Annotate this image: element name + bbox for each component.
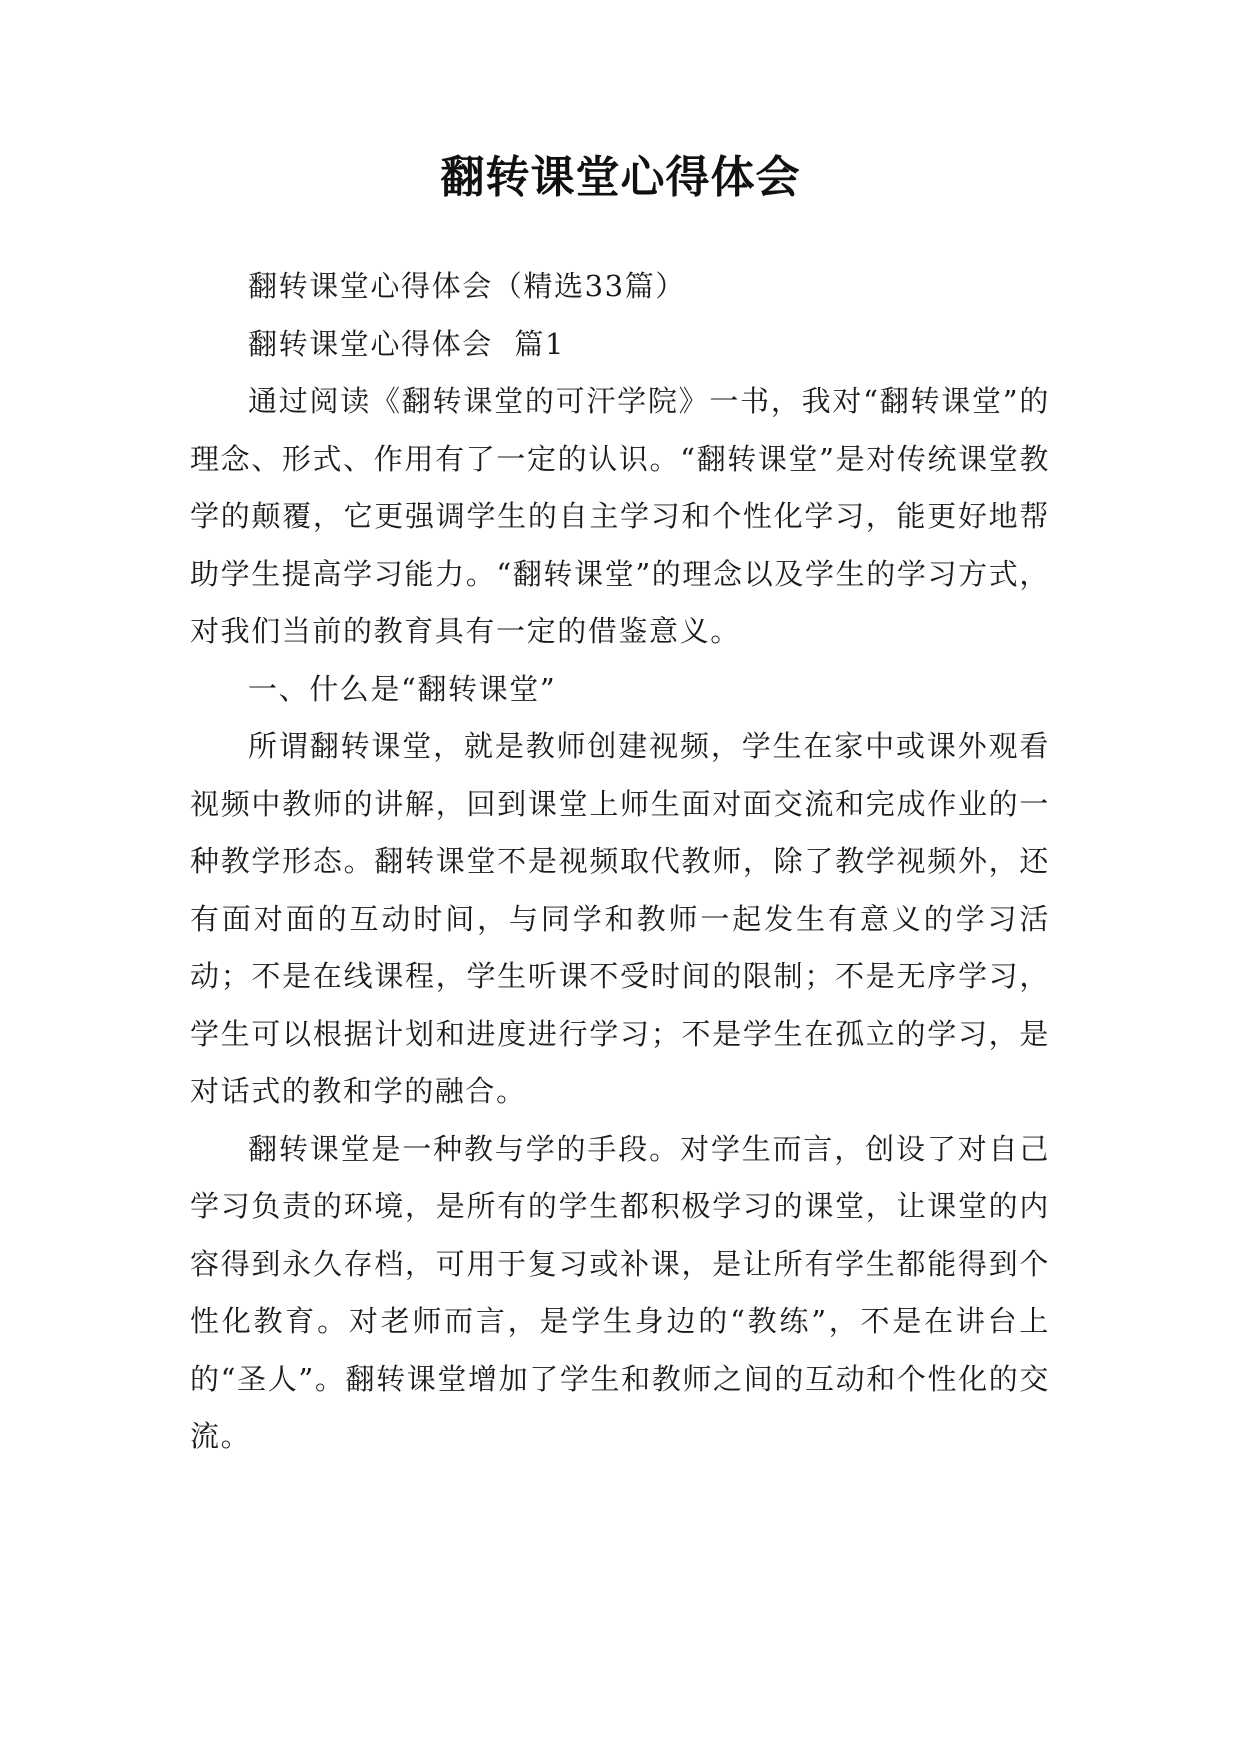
document-subtitle: 翻转课堂心得体会（精选33篇）: [248, 269, 686, 303]
subheading-what-is-flipped-classroom: 一、什么是“翻转课堂”: [248, 671, 557, 706]
section-heading: 翻转课堂心得体会 篇1: [248, 326, 566, 361]
paragraph-definition: 所谓翻转课堂，就是教师创建视频，学生在家中或课外观看视频中教师的讲解，回到课堂上师生面对面交流和完成作业的一种教学形态。翻转课堂不是视频取代教师，除了教学视频外，还有面对面的互动时间，与同学和教师一起发生有意义的学习活动；不是在线课程，学生听课不受时间的限制；不是无序学习，学生可以根据计划和进度进行学习；不是学生在孤立的学习，是对话式的教和学的融合。: [190, 729, 1050, 1108]
document-body: [190, 258, 1050, 1466]
paragraph-intro: 通过阅读《翻转课堂的可汗学院》一书，我对“翻转课堂”的理念、形式、作用有了一定的认识。“翻转课堂”是对传统课堂教学的颠覆，它更强调学生的自主学习和个性化学习，能更好地帮助学生提高学习能力。“翻转课堂”的理念以及学生的学习方式，对我们当前的教育具有一定的借鉴意义。: [190, 384, 1050, 648]
document-title: 翻转课堂心得体会: [440, 152, 801, 203]
paragraph-teaching-means: 翻转课堂是一种教与学的手段。对学生而言，创设了对自己学习负责的环境，是所有的学生都积极学习的课堂，让课堂的内容得到永久存档，可用于复习或补课，是让所有学生都能得到个性化教育。对老师而言，是学生身边的“教练”，不是在讲台上的“圣人”。翻转课堂增加了学生和教师之间的互动和个性化的交流。: [190, 1131, 1050, 1453]
